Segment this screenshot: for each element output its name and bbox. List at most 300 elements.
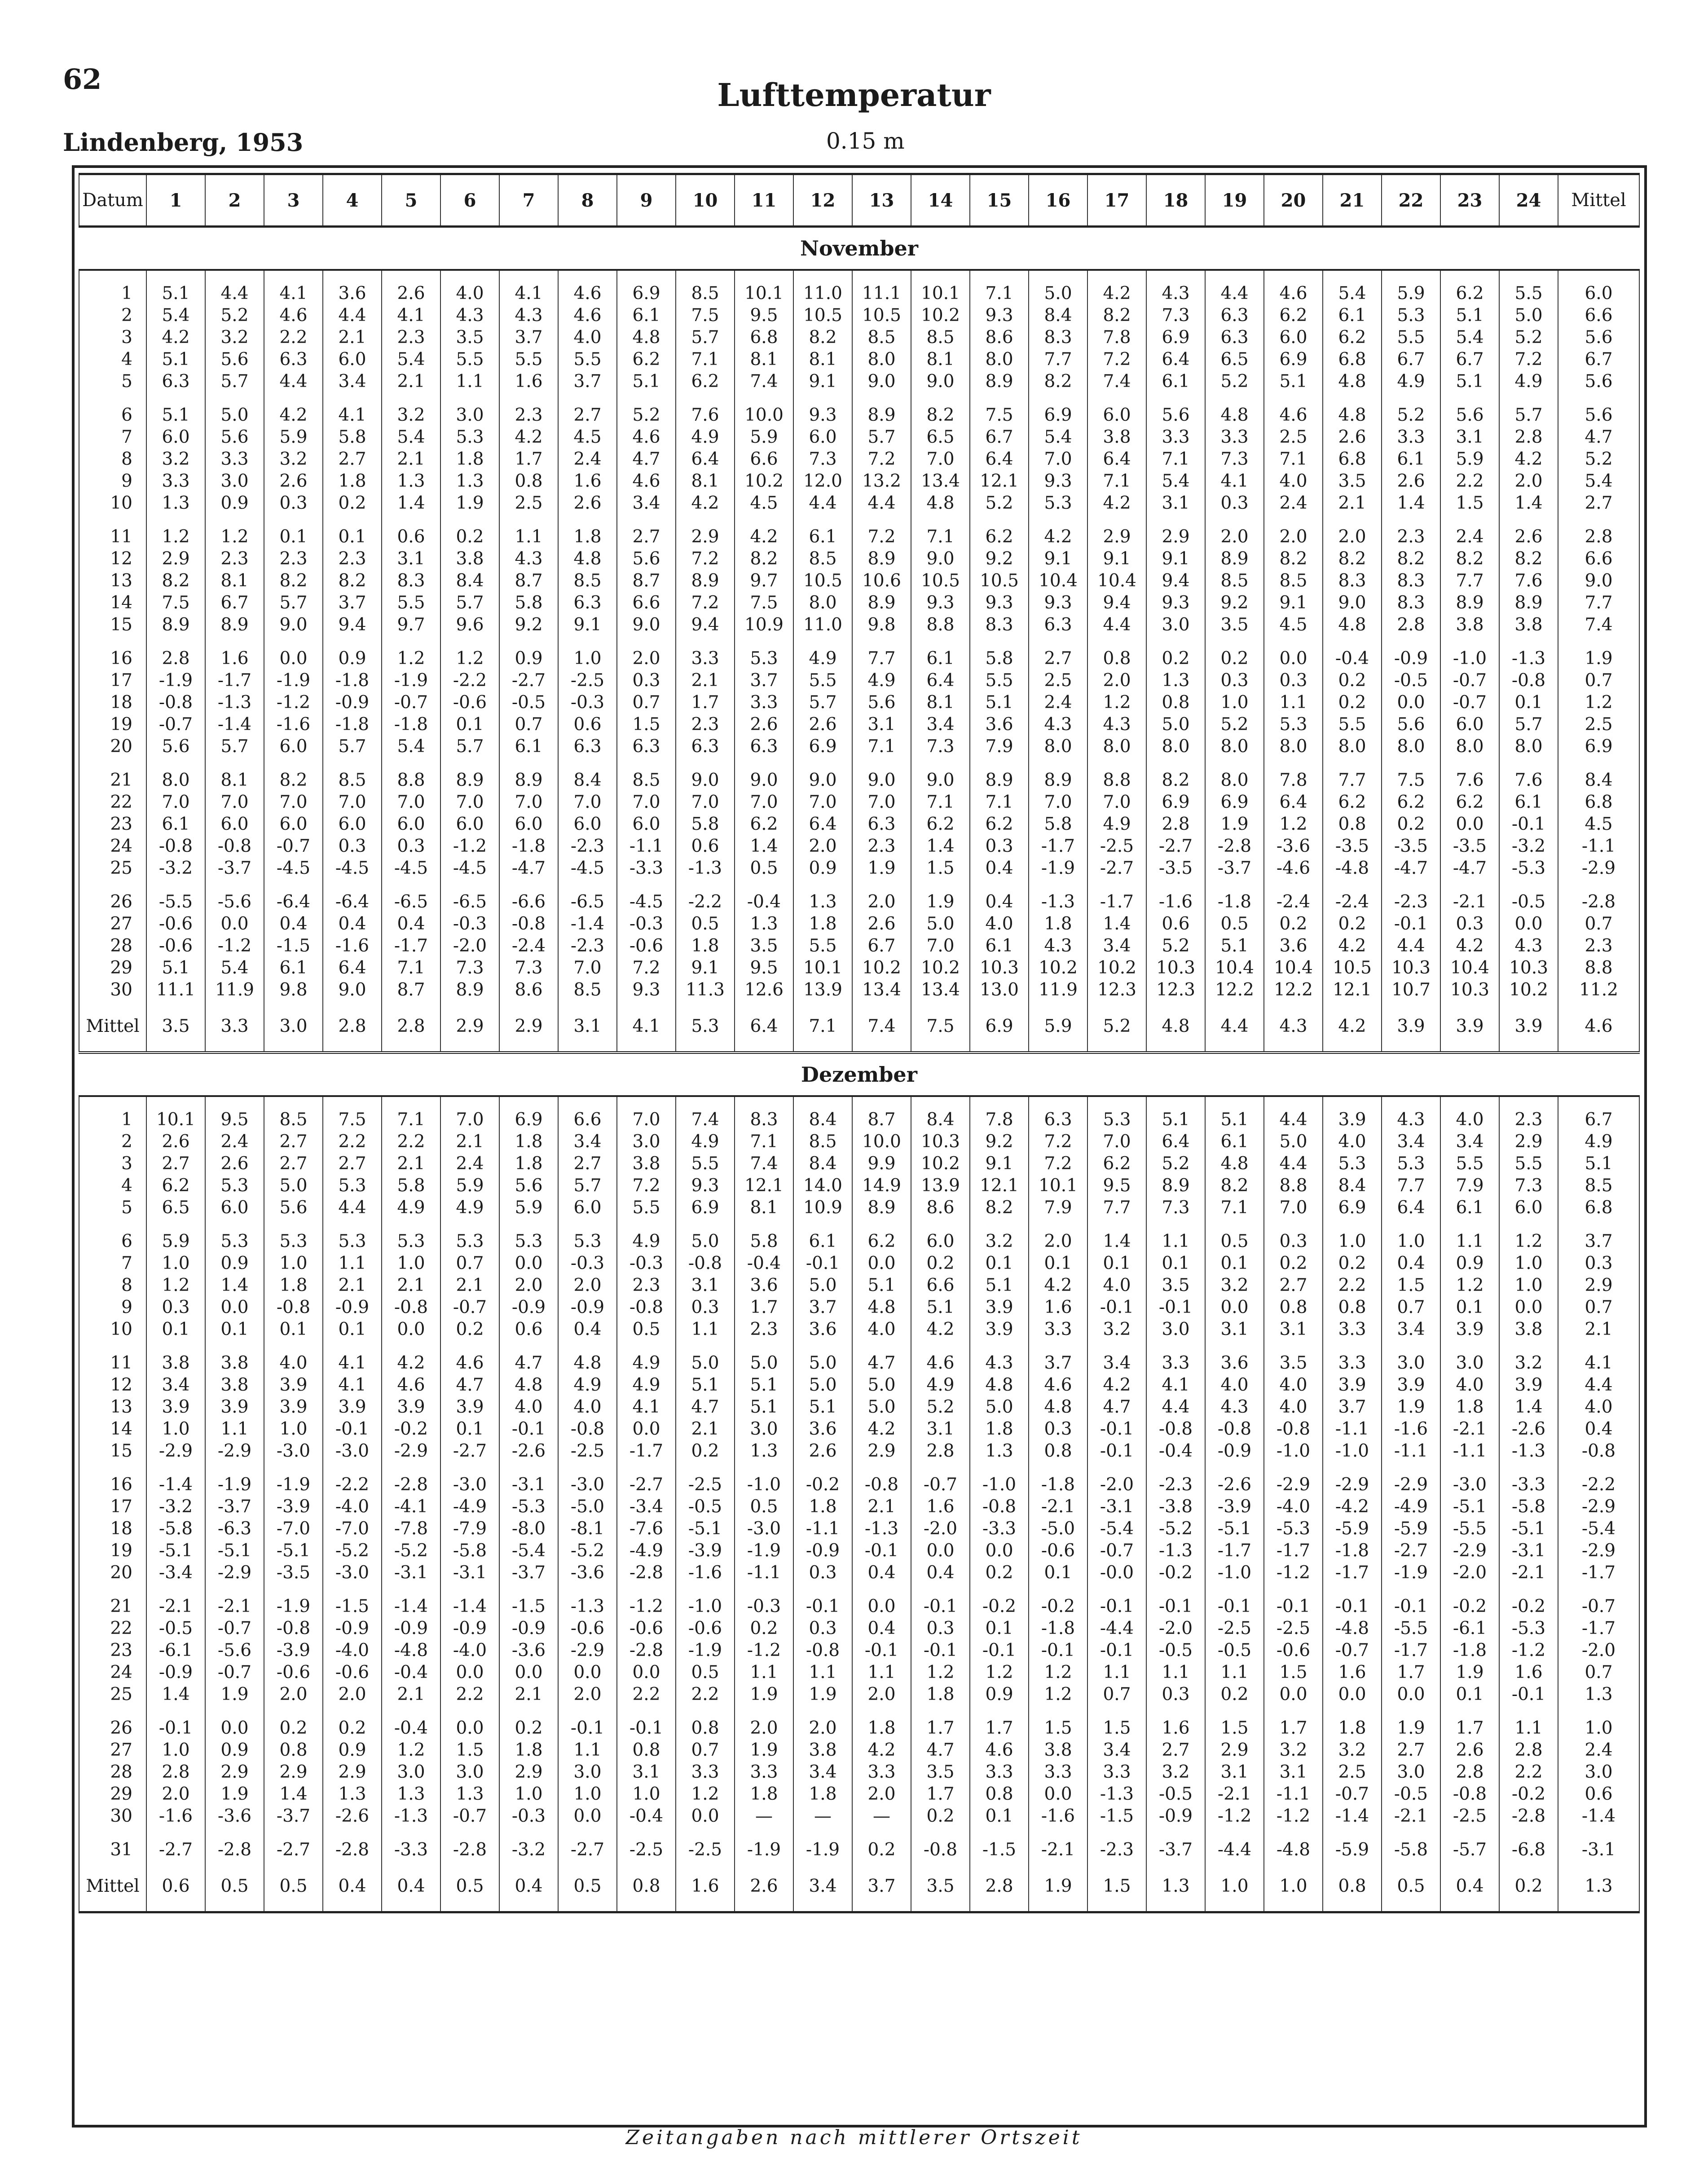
value-cell: 8.8	[1264, 1175, 1323, 1197]
value-cell: 3.3	[970, 1761, 1029, 1783]
value-cell: 8.5	[558, 979, 617, 1001]
spacer-cell	[323, 1340, 382, 1352]
spacer-cell	[793, 1827, 852, 1839]
value-cell: -1.9	[382, 670, 440, 692]
value-cell: 12.1	[1323, 979, 1382, 1001]
table-row	[79, 1805, 1639, 1827]
value-cell: -3.1	[1087, 1496, 1146, 1518]
date-cell: 1	[79, 1109, 146, 1131]
spacer-cell	[970, 758, 1029, 769]
hourly-mean-cell: 2.6	[735, 1861, 793, 1912]
value-cell: 2.9	[146, 548, 205, 570]
table-row	[79, 1540, 1639, 1562]
spacer-cell	[264, 392, 323, 404]
spacer-cell	[264, 1462, 323, 1474]
value-cell: 4.0	[264, 1352, 323, 1374]
value-cell: 6.2	[970, 526, 1029, 548]
value-cell: -1.1	[1264, 1783, 1323, 1805]
spacer-cell	[735, 1705, 793, 1717]
date-cell: 30	[79, 979, 146, 1001]
hourly-mean-cell: 1.9	[1029, 1861, 1087, 1912]
value-cell: 2.0	[1499, 470, 1558, 492]
value-cell: 7.0	[558, 791, 617, 813]
spacer-cell	[793, 514, 852, 526]
value-cell: 8.4	[911, 1109, 970, 1131]
value-cell: 6.0	[205, 1197, 264, 1219]
value-cell: 0.5	[735, 857, 793, 879]
value-cell: 7.8	[1264, 769, 1323, 791]
spacer-cell	[1146, 1462, 1205, 1474]
value-cell: 9.2	[970, 1131, 1029, 1153]
spacer-cell	[793, 270, 852, 282]
value-cell: -5.1	[205, 1540, 264, 1562]
spacer-cell	[1146, 1219, 1205, 1230]
value-cell: 1.2	[970, 1661, 1029, 1683]
spacer-row	[79, 1340, 1639, 1352]
value-cell: 4.2	[382, 1352, 440, 1374]
value-cell: 6.9	[499, 1109, 558, 1131]
value-cell: 3.7	[558, 370, 617, 392]
value-cell: 7.0	[617, 1109, 676, 1131]
value-cell: 9.3	[970, 592, 1029, 614]
value-cell: 4.4	[1382, 935, 1440, 957]
date-cell: 26	[79, 891, 146, 913]
spacer-cell	[440, 1096, 499, 1109]
value-cell: 2.0	[735, 1717, 793, 1739]
value-cell: 10.6	[852, 570, 911, 592]
value-cell: 2.6	[1323, 426, 1382, 448]
value-cell: 1.2	[382, 1739, 440, 1761]
value-cell: -4.6	[1264, 857, 1323, 879]
value-cell: 10.3	[1440, 979, 1499, 1001]
value-cell: -1.3	[1146, 1540, 1205, 1562]
value-cell: 0.2	[440, 1318, 499, 1340]
value-cell: 3.4	[146, 1374, 205, 1396]
hourly-mean-cell: 0.5	[264, 1861, 323, 1912]
value-cell: 6.1	[1382, 448, 1440, 470]
spacer-cell	[1323, 1462, 1382, 1474]
value-cell: 9.7	[735, 570, 793, 592]
value-cell: 8.7	[852, 1109, 911, 1131]
value-cell: 9.3	[911, 592, 970, 614]
value-cell: -0.3	[617, 1252, 676, 1274]
value-cell: 2.9	[1146, 526, 1205, 548]
value-cell: 5.6	[205, 426, 264, 448]
spacer-cell	[79, 270, 146, 282]
spacer-cell	[1558, 879, 1639, 891]
table-row	[79, 1175, 1639, 1197]
hourly-mean-cell: 3.0	[264, 1001, 323, 1053]
spacer-cell	[1440, 1827, 1499, 1839]
value-cell: 2.2	[1323, 1274, 1382, 1296]
value-cell: 6.6	[911, 1274, 970, 1296]
spacer-cell	[1087, 1462, 1146, 1474]
value-cell: 5.7	[323, 736, 382, 758]
spacer-cell	[1087, 1705, 1146, 1717]
value-cell: 0.1	[323, 526, 382, 548]
column-header-hour: 20	[1264, 174, 1323, 227]
value-cell: 4.8	[1205, 1153, 1264, 1175]
value-cell: 5.7	[264, 592, 323, 614]
value-cell: 0.2	[440, 526, 499, 548]
value-cell: 7.0	[558, 957, 617, 979]
value-cell: -2.9	[1382, 1474, 1440, 1496]
spacer-cell	[1323, 270, 1382, 282]
date-cell: 8	[79, 448, 146, 470]
spacer-cell	[382, 514, 440, 526]
value-cell: 1.2	[1440, 1274, 1499, 1296]
value-cell: 4.0	[1323, 1131, 1382, 1153]
value-cell: -2.8	[1205, 835, 1264, 857]
value-cell: -0.2	[1499, 1783, 1558, 1805]
value-cell: -2.7	[1382, 1540, 1440, 1562]
value-cell: 7.9	[1440, 1175, 1499, 1197]
value-cell: 0.9	[205, 1252, 264, 1274]
value-cell: 2.7	[323, 1153, 382, 1175]
value-cell: 8.4	[440, 570, 499, 592]
value-cell: 2.0	[1264, 526, 1323, 548]
value-cell: 7.9	[970, 736, 1029, 758]
value-cell: 9.1	[1146, 548, 1205, 570]
value-cell: -0.7	[205, 1661, 264, 1683]
value-cell: 3.5	[911, 1761, 970, 1783]
spacer-cell	[1146, 1340, 1205, 1352]
value-cell: 0.1	[1440, 1296, 1499, 1318]
value-cell: 8.5	[676, 282, 735, 304]
value-cell: -0.4	[1146, 1440, 1205, 1462]
value-cell: 7.1	[1087, 470, 1146, 492]
value-cell: 7.0	[1087, 1131, 1146, 1153]
value-cell: 9.5	[1087, 1175, 1146, 1197]
table-row	[79, 404, 1639, 426]
value-cell: 4.2	[264, 404, 323, 426]
spacer-cell	[499, 636, 558, 648]
value-cell: 1.6	[1029, 1296, 1087, 1318]
value-cell: 4.0	[440, 282, 499, 304]
value-cell: 4.0	[1205, 1374, 1264, 1396]
value-cell: 6.8	[1323, 348, 1382, 370]
value-cell: -0.9	[793, 1540, 852, 1562]
value-cell: 7.2	[1029, 1131, 1087, 1153]
daily-mean-cell: 6.9	[1558, 736, 1639, 758]
date-cell: 21	[79, 769, 146, 791]
spacer-cell	[79, 636, 146, 648]
table-row	[79, 304, 1639, 326]
value-cell: 2.7	[1382, 1739, 1440, 1761]
value-cell: 2.6	[205, 1153, 264, 1175]
value-cell: -2.6	[1205, 1474, 1264, 1496]
value-cell: 7.5	[323, 1109, 382, 1131]
value-cell: 0.4	[323, 913, 382, 935]
value-cell: 4.9	[1382, 370, 1440, 392]
value-cell: 9.0	[264, 614, 323, 636]
value-cell: 3.0	[440, 404, 499, 426]
value-cell: -1.2	[264, 692, 323, 714]
value-cell: -0.9	[440, 1617, 499, 1639]
value-cell: 6.9	[1029, 404, 1087, 426]
spacer-cell	[79, 879, 146, 891]
value-cell: 2.9	[1499, 1131, 1558, 1153]
value-cell: -0.7	[1440, 670, 1499, 692]
date-cell: 14	[79, 592, 146, 614]
table-row	[79, 1440, 1639, 1462]
value-cell: 5.0	[676, 1230, 735, 1252]
value-cell: 10.1	[911, 282, 970, 304]
value-cell: -7.6	[617, 1518, 676, 1540]
daily-mean-cell: -1.4	[1558, 1805, 1639, 1827]
hourly-mean-cell: 1.6	[676, 1861, 735, 1912]
value-cell: 7.6	[1499, 769, 1558, 791]
value-cell: 0.5	[1205, 1230, 1264, 1252]
value-cell: 8.3	[1382, 592, 1440, 614]
column-header-hour: 1	[146, 174, 205, 227]
value-cell: 1.0	[146, 1739, 205, 1761]
spacer-cell	[793, 1219, 852, 1230]
value-cell: 8.4	[558, 769, 617, 791]
value-cell: -0.6	[146, 935, 205, 957]
value-cell: 8.5	[1264, 570, 1323, 592]
value-cell: 6.1	[617, 304, 676, 326]
value-cell: 8.9	[205, 614, 264, 636]
value-cell: 4.0	[558, 1396, 617, 1418]
value-cell: -0.1	[1029, 1639, 1087, 1661]
value-cell: 2.1	[1323, 492, 1382, 514]
spacer-cell	[1087, 1340, 1146, 1352]
value-cell: 6.1	[1205, 1131, 1264, 1153]
value-cell: 1.0	[1205, 692, 1264, 714]
date-cell: 28	[79, 1761, 146, 1783]
value-cell: 0.1	[970, 1617, 1029, 1639]
column-header-hour: 21	[1323, 174, 1382, 227]
value-cell: 9.0	[852, 769, 911, 791]
value-cell: -5.1	[146, 1540, 205, 1562]
value-cell: 9.0	[911, 370, 970, 392]
value-cell: -0.1	[852, 1639, 911, 1661]
value-cell: 3.3	[1323, 1318, 1382, 1340]
value-cell: 1.3	[1146, 670, 1205, 692]
spacer-cell	[1087, 636, 1146, 648]
value-cell: -0.9	[323, 692, 382, 714]
value-cell: 5.5	[499, 348, 558, 370]
value-cell: 10.2	[735, 470, 793, 492]
value-cell: 7.1	[1264, 448, 1323, 470]
spacer-cell	[911, 879, 970, 891]
value-cell: 3.6	[323, 282, 382, 304]
table-row	[79, 570, 1639, 592]
value-cell: 1.9	[205, 1683, 264, 1705]
value-cell: -1.7	[1382, 1639, 1440, 1661]
value-cell: -0.8	[1205, 1418, 1264, 1440]
value-cell: -0.8	[558, 1418, 617, 1440]
value-cell: -1.4	[440, 1595, 499, 1617]
value-cell: -0.1	[793, 1252, 852, 1274]
value-cell: 4.0	[1264, 1374, 1323, 1396]
spacer-cell	[793, 1462, 852, 1474]
value-cell: 3.6	[1264, 935, 1323, 957]
table-row	[79, 670, 1639, 692]
value-cell: 7.3	[440, 957, 499, 979]
spacer-cell	[1146, 1096, 1205, 1109]
spacer-cell	[970, 1340, 1029, 1352]
value-cell: 1.2	[911, 1661, 970, 1683]
value-cell: 4.7	[617, 448, 676, 470]
value-cell: 5.1	[1146, 1109, 1205, 1131]
spacer-cell	[382, 1340, 440, 1352]
value-cell: -5.3	[1264, 1518, 1323, 1540]
value-cell: 4.1	[264, 282, 323, 304]
value-cell: 3.9	[1499, 1374, 1558, 1396]
daily-mean-cell: -2.9	[1558, 1496, 1639, 1518]
value-cell: 7.7	[1087, 1197, 1146, 1219]
value-cell: -5.6	[205, 891, 264, 913]
value-cell: -0.5	[1382, 670, 1440, 692]
value-cell: -3.1	[499, 1474, 558, 1496]
value-cell: 1.7	[499, 448, 558, 470]
value-cell: -0.1	[617, 1717, 676, 1739]
spacer-cell	[558, 636, 617, 648]
value-cell: -6.4	[264, 891, 323, 913]
value-cell: -3.2	[146, 857, 205, 879]
value-cell: 7.1	[852, 736, 911, 758]
value-cell: 5.1	[1205, 1109, 1264, 1131]
value-cell: 2.1	[323, 1274, 382, 1296]
value-cell: -0.7	[146, 714, 205, 736]
mean-row	[79, 1001, 1639, 1053]
spacer-cell	[676, 1462, 735, 1474]
value-cell: -7.0	[264, 1518, 323, 1540]
value-cell: 3.5	[1205, 614, 1264, 636]
value-cell: 10.5	[793, 304, 852, 326]
value-cell: 0.3	[146, 1296, 205, 1318]
spacer-cell	[323, 879, 382, 891]
value-cell: -3.0	[1440, 1474, 1499, 1496]
value-cell: 9.1	[1087, 548, 1146, 570]
value-cell: 5.7	[205, 370, 264, 392]
value-cell: 8.3	[382, 570, 440, 592]
value-cell: 3.0	[1382, 1352, 1440, 1374]
spacer-cell	[735, 1827, 793, 1839]
value-cell: 7.0	[1264, 1197, 1323, 1219]
hourly-mean-cell: 3.5	[911, 1861, 970, 1912]
spacer-cell	[1558, 270, 1639, 282]
value-cell: 0.2	[970, 1562, 1029, 1584]
value-cell: 0.1	[970, 1805, 1029, 1827]
value-cell: -0.8	[382, 1296, 440, 1318]
value-cell: 8.0	[1499, 736, 1558, 758]
date-cell: 14	[79, 1418, 146, 1440]
value-cell: 9.5	[735, 957, 793, 979]
value-cell: 0.0	[1323, 1683, 1382, 1705]
value-cell: -4.9	[440, 1496, 499, 1518]
spacer-cell	[146, 879, 205, 891]
daily-mean-cell: -0.7	[1558, 1595, 1639, 1617]
value-cell: -0.1	[146, 1717, 205, 1739]
value-cell: -4.0	[323, 1496, 382, 1518]
value-cell: -4.1	[382, 1496, 440, 1518]
spacer-cell	[1205, 392, 1264, 404]
value-cell: -0.1	[1087, 1639, 1146, 1661]
value-cell: 5.5	[676, 1153, 735, 1175]
value-cell: 1.9	[440, 492, 499, 514]
value-cell: 4.4	[1146, 1396, 1205, 1418]
value-cell: -1.3	[676, 857, 735, 879]
value-cell: 0.7	[499, 714, 558, 736]
value-cell: 5.2	[911, 1396, 970, 1418]
spacer-cell	[1029, 1584, 1087, 1595]
value-cell: -1.3	[852, 1518, 911, 1540]
value-cell: 4.1	[1146, 1374, 1205, 1396]
value-cell: 8.9	[440, 979, 499, 1001]
date-cell: 27	[79, 913, 146, 935]
table-row	[79, 913, 1639, 935]
spacer-cell	[1440, 758, 1499, 769]
value-cell: -5.1	[1440, 1496, 1499, 1518]
spacer-cell	[1558, 1584, 1639, 1595]
spacer-row	[79, 270, 1639, 282]
value-cell: 5.0	[1029, 282, 1087, 304]
value-cell: -3.5	[1440, 835, 1499, 857]
value-cell: 9.0	[617, 614, 676, 636]
daily-mean-cell: 1.3	[1558, 1683, 1639, 1705]
value-cell: 1.8	[1440, 1396, 1499, 1418]
value-cell: 5.8	[735, 1230, 793, 1252]
value-cell: 7.0	[735, 791, 793, 813]
value-cell: 9.0	[911, 769, 970, 791]
value-cell: 5.8	[676, 813, 735, 835]
spacer-cell	[793, 1705, 852, 1717]
value-cell: 6.2	[146, 1175, 205, 1197]
value-cell: 2.0	[146, 1783, 205, 1805]
value-cell: -0.1	[1499, 1683, 1558, 1705]
value-cell: 3.9	[970, 1318, 1029, 1340]
value-cell: 8.0	[1205, 769, 1264, 791]
value-cell: -0.3	[499, 1805, 558, 1827]
value-cell: 10.0	[852, 1131, 911, 1153]
value-cell: 3.7	[323, 592, 382, 614]
value-cell: -0.3	[558, 1252, 617, 1274]
value-cell: 1.0	[558, 648, 617, 670]
daily-mean-cell: -2.9	[1558, 857, 1639, 879]
spacer-cell	[205, 1096, 264, 1109]
value-cell: 3.8	[617, 1153, 676, 1175]
value-cell: 3.5	[735, 935, 793, 957]
value-cell: 2.8	[911, 1440, 970, 1462]
value-cell: 3.9	[1382, 1374, 1440, 1396]
value-cell: 9.2	[1205, 592, 1264, 614]
value-cell: 8.5	[852, 326, 911, 348]
value-cell: 0.4	[382, 913, 440, 935]
value-cell: 5.0	[264, 1175, 323, 1197]
value-cell: 4.0	[852, 1318, 911, 1340]
value-cell: 5.1	[852, 1274, 911, 1296]
value-cell: 0.1	[1146, 1252, 1205, 1274]
value-cell: 13.9	[911, 1175, 970, 1197]
value-cell: 13.4	[852, 979, 911, 1001]
spacer-cell	[205, 1705, 264, 1717]
value-cell: 0.5	[617, 1318, 676, 1340]
value-cell: -5.4	[499, 1540, 558, 1562]
value-cell: 3.1	[676, 1274, 735, 1296]
value-cell: 3.1	[1264, 1761, 1323, 1783]
value-cell: 0.8	[1323, 1296, 1382, 1318]
value-cell: 13.0	[970, 979, 1029, 1001]
value-cell: 4.8	[499, 1374, 558, 1396]
value-cell: 6.3	[852, 813, 911, 835]
spacer-cell	[617, 758, 676, 769]
value-cell: -0.6	[617, 1617, 676, 1639]
date-cell: 2	[79, 304, 146, 326]
value-cell: -1.2	[1264, 1562, 1323, 1584]
